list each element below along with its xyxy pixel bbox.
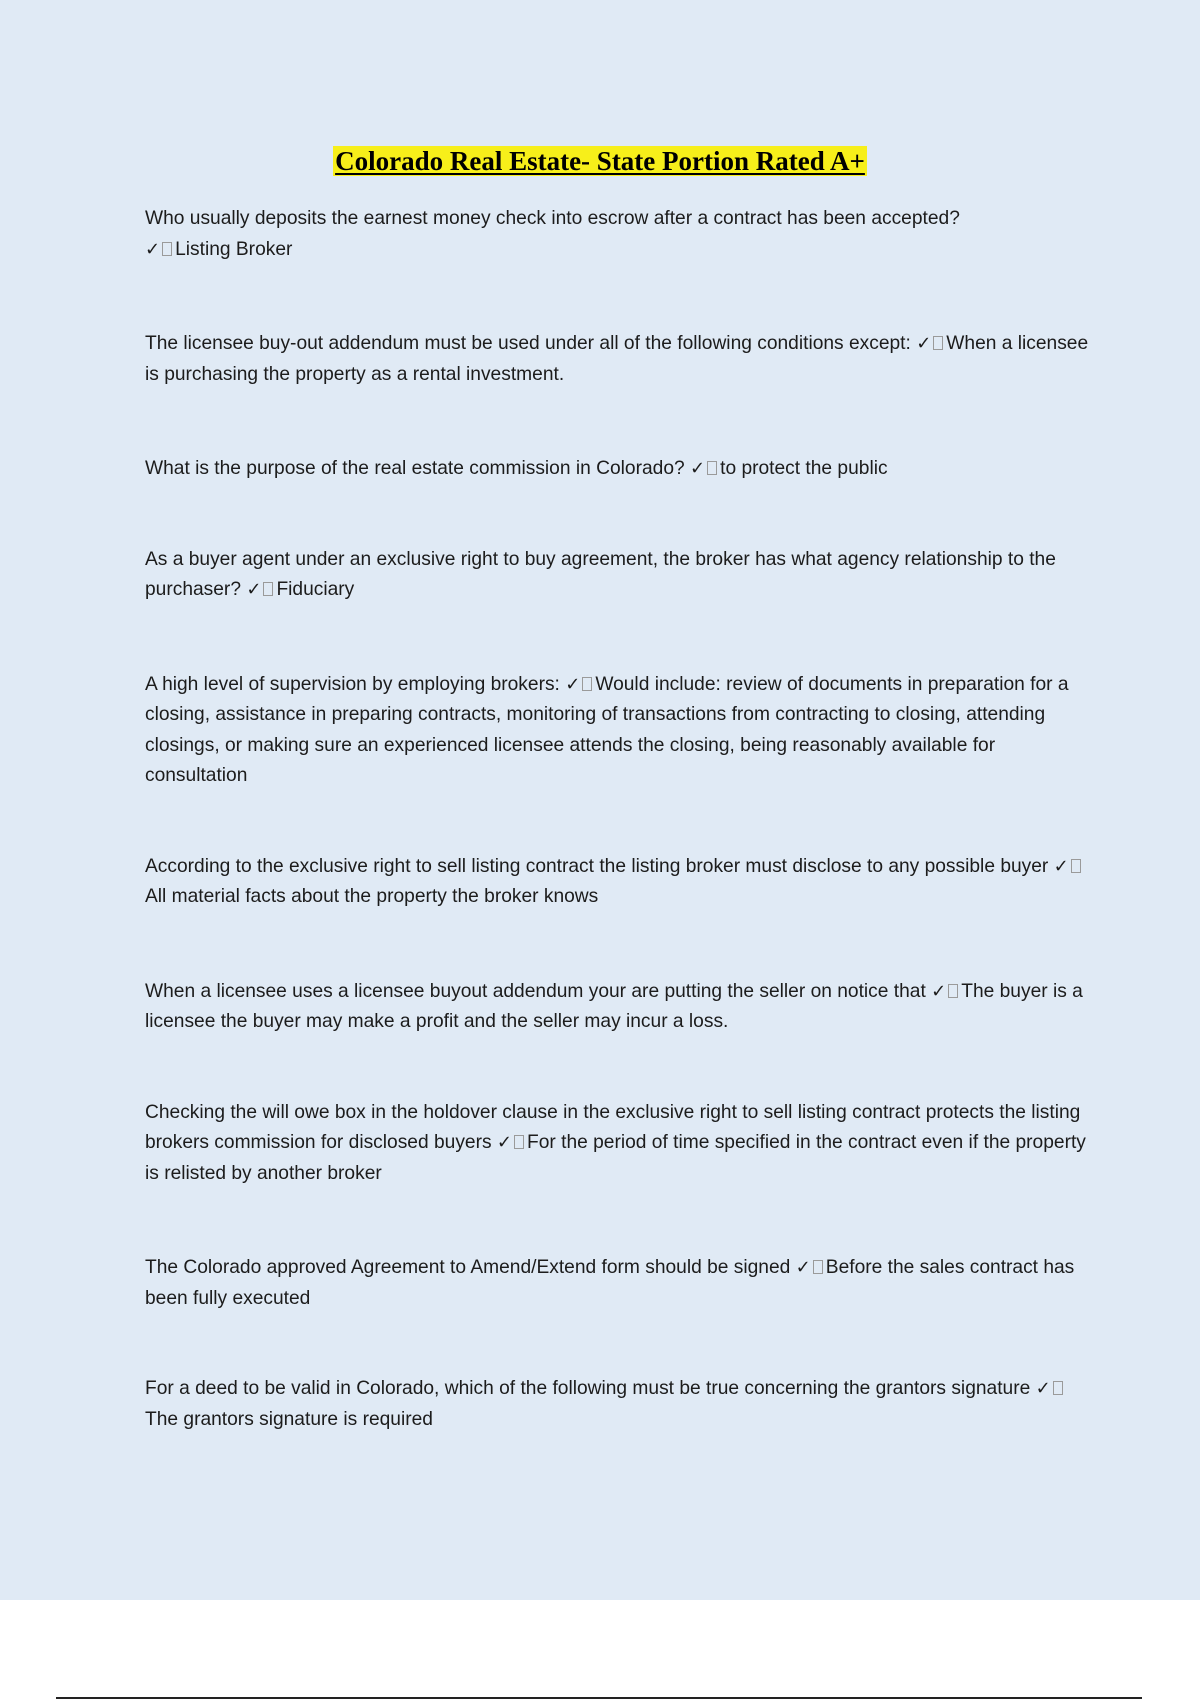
qa-item (145, 1253, 1095, 1314)
qa-item (145, 977, 1095, 1038)
answer-text: to protect the public (720, 458, 888, 479)
check-icon: ✓ (1053, 855, 1069, 877)
qa-item (145, 329, 1095, 390)
qa-list (145, 204, 1095, 1435)
answer-text: Listing Broker (175, 238, 293, 260)
check-icon: ✓ (496, 1132, 513, 1153)
placeholder-box-icon (813, 1260, 823, 1274)
placeholder-box-icon (263, 582, 273, 596)
qa-item (145, 1098, 1095, 1190)
answer-text: For the period of time specified in the contract even if the property is relisted by another broker (145, 1132, 1086, 1184)
answer-text: Fiduciary (276, 579, 355, 600)
qa-item (145, 204, 1095, 265)
footer-divider (56, 1697, 1142, 1699)
answer-text: The grantors signature is required (145, 1408, 433, 1430)
placeholder-box-icon (162, 242, 172, 256)
question-text: Checking the will owe box in the holdover clause in the exclusive right to sell listing contract protects the listing brokers commission for disclosed buyers (145, 1101, 1081, 1153)
qa-item (145, 852, 1095, 913)
check-icon: ✓ (145, 238, 161, 260)
placeholder-box-icon (707, 461, 717, 475)
answer-text: Before the sales contract has been fully executed (145, 1257, 1075, 1309)
check-icon: ✓ (565, 673, 581, 695)
check-icon: ✓ (931, 980, 947, 1002)
placeholder-box-icon (933, 336, 943, 350)
qa-item (145, 545, 1095, 606)
qa-item (145, 670, 1095, 792)
answer-text: All material facts about the property the broker knows (145, 886, 599, 907)
question-text: As a buyer agent under an exclusive right to buy agreement, the broker has what agency relationship to the purchaser? (145, 548, 1056, 600)
document-title: Colorado Real Estate- State Portion Rated A+ (335, 146, 865, 176)
placeholder-box-icon (1071, 859, 1081, 873)
question-text: When a licensee uses a licensee buyout addendum your are putting the seller on notice that (145, 980, 926, 1002)
check-icon: ✓ (1035, 1378, 1051, 1399)
check-icon: ✓ (916, 333, 932, 354)
placeholder-box-icon (1053, 1381, 1063, 1395)
question-text: According to the exclusive right to sell listing contract the listing broker must disclose to any possible buyer (145, 855, 1049, 877)
answer-text: Would include: review of documents in preparation for a closing, assistance in preparing contracts, monitoring of transactions from contracting to closing, attending closings, or making sure an experienced licensee attends the closing, being reasonably available for consultation (145, 673, 1069, 786)
placeholder-box-icon (948, 984, 958, 998)
check-icon: ✓ (246, 579, 262, 600)
question-text: What is the purpose of the real estate commission in Colorado? (145, 458, 685, 479)
question-text: The Colorado approved Agreement to Amend/Extend form should be signed (145, 1257, 791, 1278)
answer-text: When a licensee is purchasing the property as a rental investment. (145, 333, 1089, 385)
placeholder-box-icon (514, 1135, 524, 1149)
placeholder-box-icon (582, 677, 592, 691)
qa-item (145, 1374, 1095, 1435)
check-icon: ✓ (690, 458, 706, 479)
answer-text: The buyer is a licensee the buyer may make a profit and the seller may incur a loss. (145, 980, 1083, 1032)
check-icon: ✓ (795, 1257, 811, 1278)
question-text: For a deed to be valid in Colorado, which of the following must be true concerning the grantors signature (145, 1378, 1031, 1399)
qa-item (145, 454, 1095, 485)
question-text: A high level of supervision by employing brokers: (145, 673, 560, 695)
question-text: Who usually deposits the earnest money check into escrow after a contract has been accepted? (145, 208, 960, 229)
title-container (0, 146, 1200, 176)
question-text: The licensee buy-out addendum must be used under all of the following conditions except: (145, 333, 911, 354)
